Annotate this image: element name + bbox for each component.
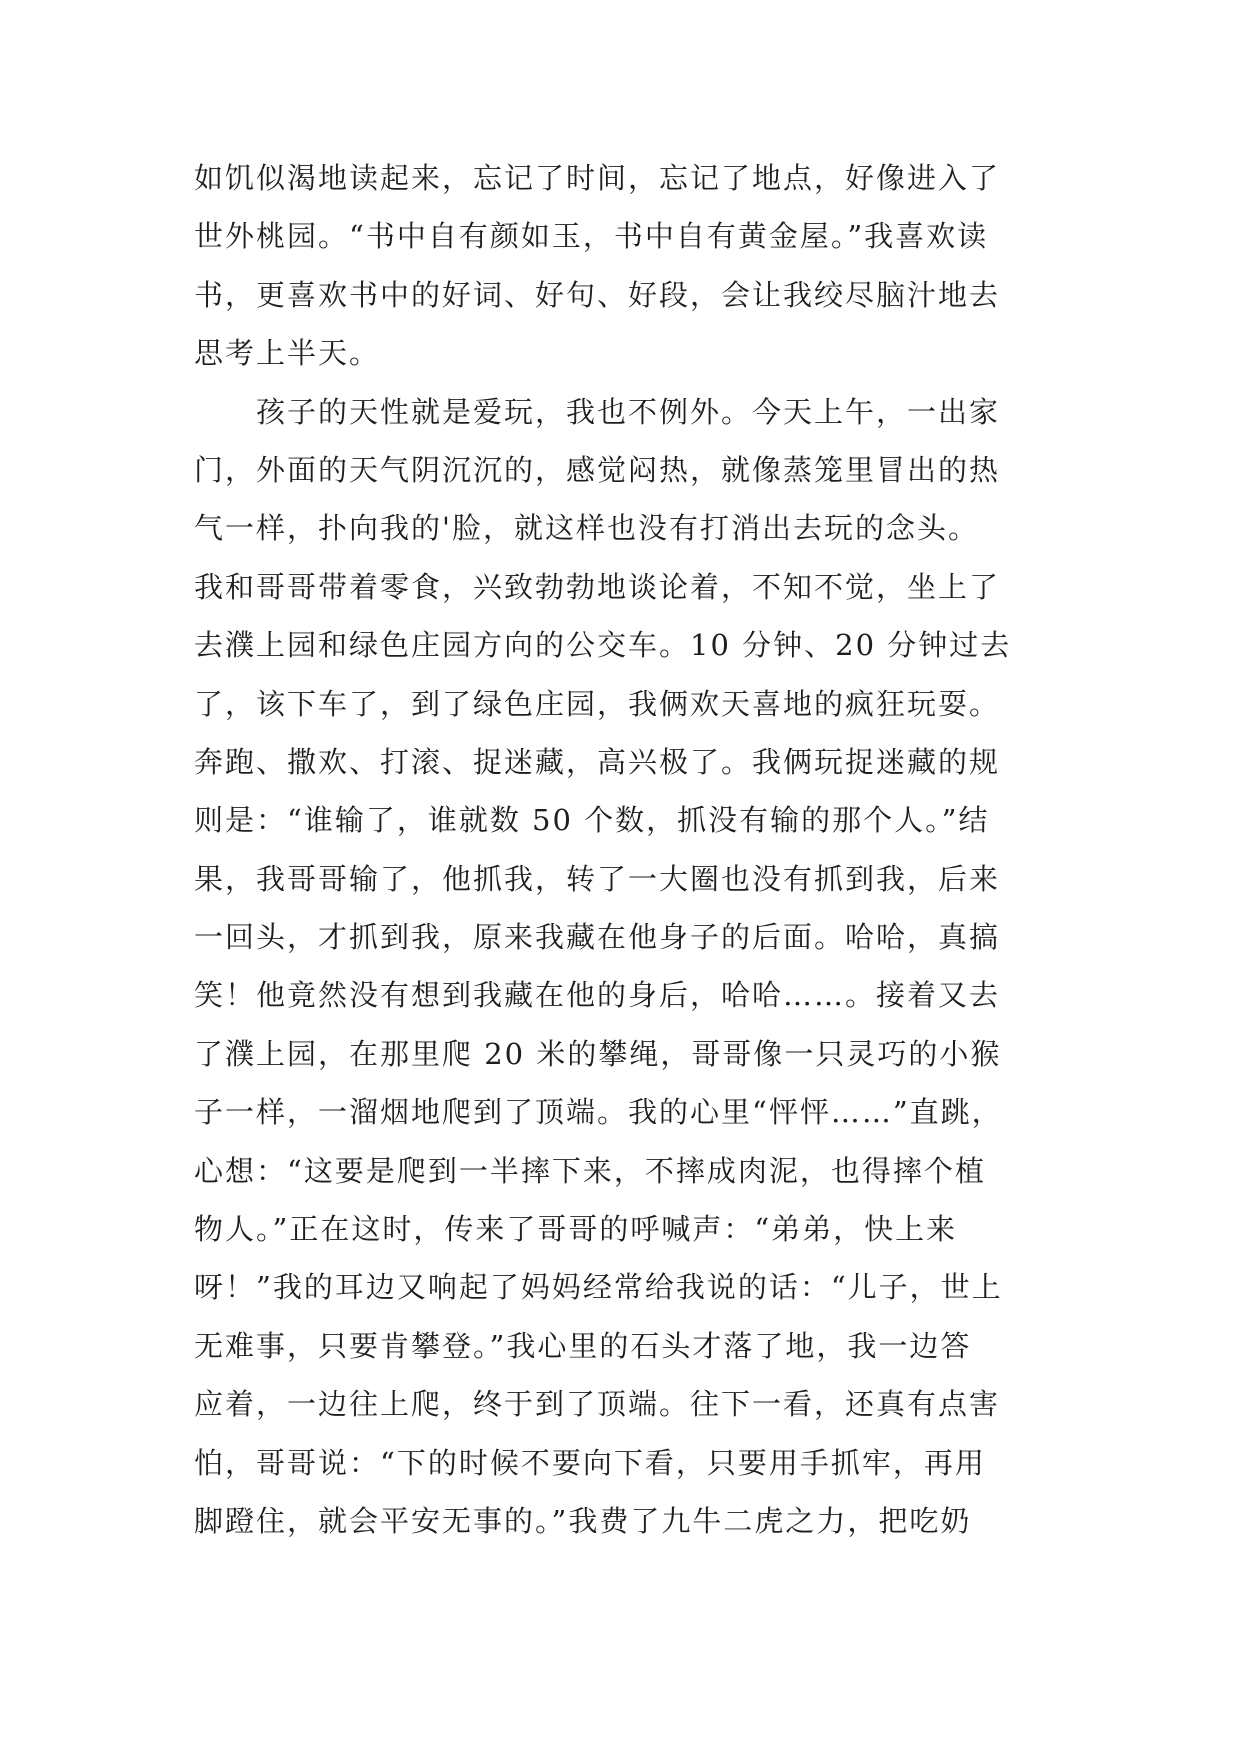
text-line: 一回头，才抓到我，原来我藏在他身子的后面。哈哈，真搞 bbox=[194, 920, 1001, 955]
text-line: 奔跑、撒欢、打滚、捉迷藏，高兴极了。我俩玩捉迷藏的规 bbox=[194, 744, 1001, 779]
text-line: 心想：“这要是爬到一半摔下来，不摔成肉泥，也得摔个植 bbox=[194, 1153, 986, 1188]
text-line: 世外桃园。“书中自有颜如玉，书中自有黄金屋。”我喜欢读 bbox=[194, 219, 989, 254]
text-line: 去濮上园和绿色庄园方向的公交车。10 分钟、20 分钟过去 bbox=[194, 628, 1012, 663]
text-line: 书，更喜欢书中的好词、好句、好段，会让我绞尽脑汁地去 bbox=[194, 277, 1001, 312]
text-line: 物人。”正在这时，传来了哥哥的呼喊声：“弟弟，快上来 bbox=[194, 1212, 958, 1247]
text-line: 门，外面的天气阴沉沉的，感觉闷热，就像蒸笼里冒出的热 bbox=[194, 452, 1001, 487]
text-line: 我和哥哥带着零食，兴致勃勃地谈论着，不知不觉，坐上了 bbox=[194, 569, 1001, 604]
text-line: 无难事，只要肯攀登。”我心里的石头才落了地，我一边答 bbox=[194, 1328, 972, 1363]
text-line: 怕，哥哥说：“下的时候不要向下看，只要用手抓牢，再用 bbox=[194, 1445, 986, 1480]
text-line: 脚蹬住，就会平安无事的。”我费了九牛二虎之力，把吃奶 bbox=[194, 1503, 972, 1538]
text-line: 了濮上园，在那里爬 20 米的攀绳，哥哥像一只灵巧的小猴 bbox=[194, 1036, 1002, 1071]
text-line: 思考上半天。 bbox=[194, 336, 381, 371]
text-line: 了，该下车了，到了绿色庄园，我俩欢天喜地的疯狂玩耍。 bbox=[194, 686, 1001, 721]
text-line: 果，我哥哥输了，他抓我，转了一大圈也没有抓到我，后来 bbox=[194, 861, 1001, 896]
text-line: 笑！他竟然没有想到我藏在他的身后，哈哈……。接着又去 bbox=[194, 978, 1001, 1013]
text-line: 孩子的天性就是爱玩，我也不例外。今天上午，一出家 bbox=[194, 394, 1001, 429]
text-line: 如饥似渴地读起来，忘记了时间，忘记了地点，好像进入了 bbox=[194, 161, 1001, 195]
text-line: 应着，一边往上爬，终于到了顶端。往下一看，还真有点害 bbox=[194, 1387, 1001, 1422]
text-line: 气一样，扑向我的'脸，就这样也没有打消出去玩的念头。 bbox=[194, 511, 979, 546]
body-text bbox=[194, 160, 1194, 1561]
text-line: 呀！”我的耳边又响起了妈妈经常给我说的话：“儿子，世上 bbox=[194, 1270, 1003, 1305]
text-line: 子一样，一溜烟地爬到了顶端。我的心里“怦怦……”直跳， bbox=[194, 1095, 1003, 1130]
text-line: 则是：“谁输了，谁就数 50 个数，抓没有输的那个人。”结 bbox=[194, 803, 990, 838]
